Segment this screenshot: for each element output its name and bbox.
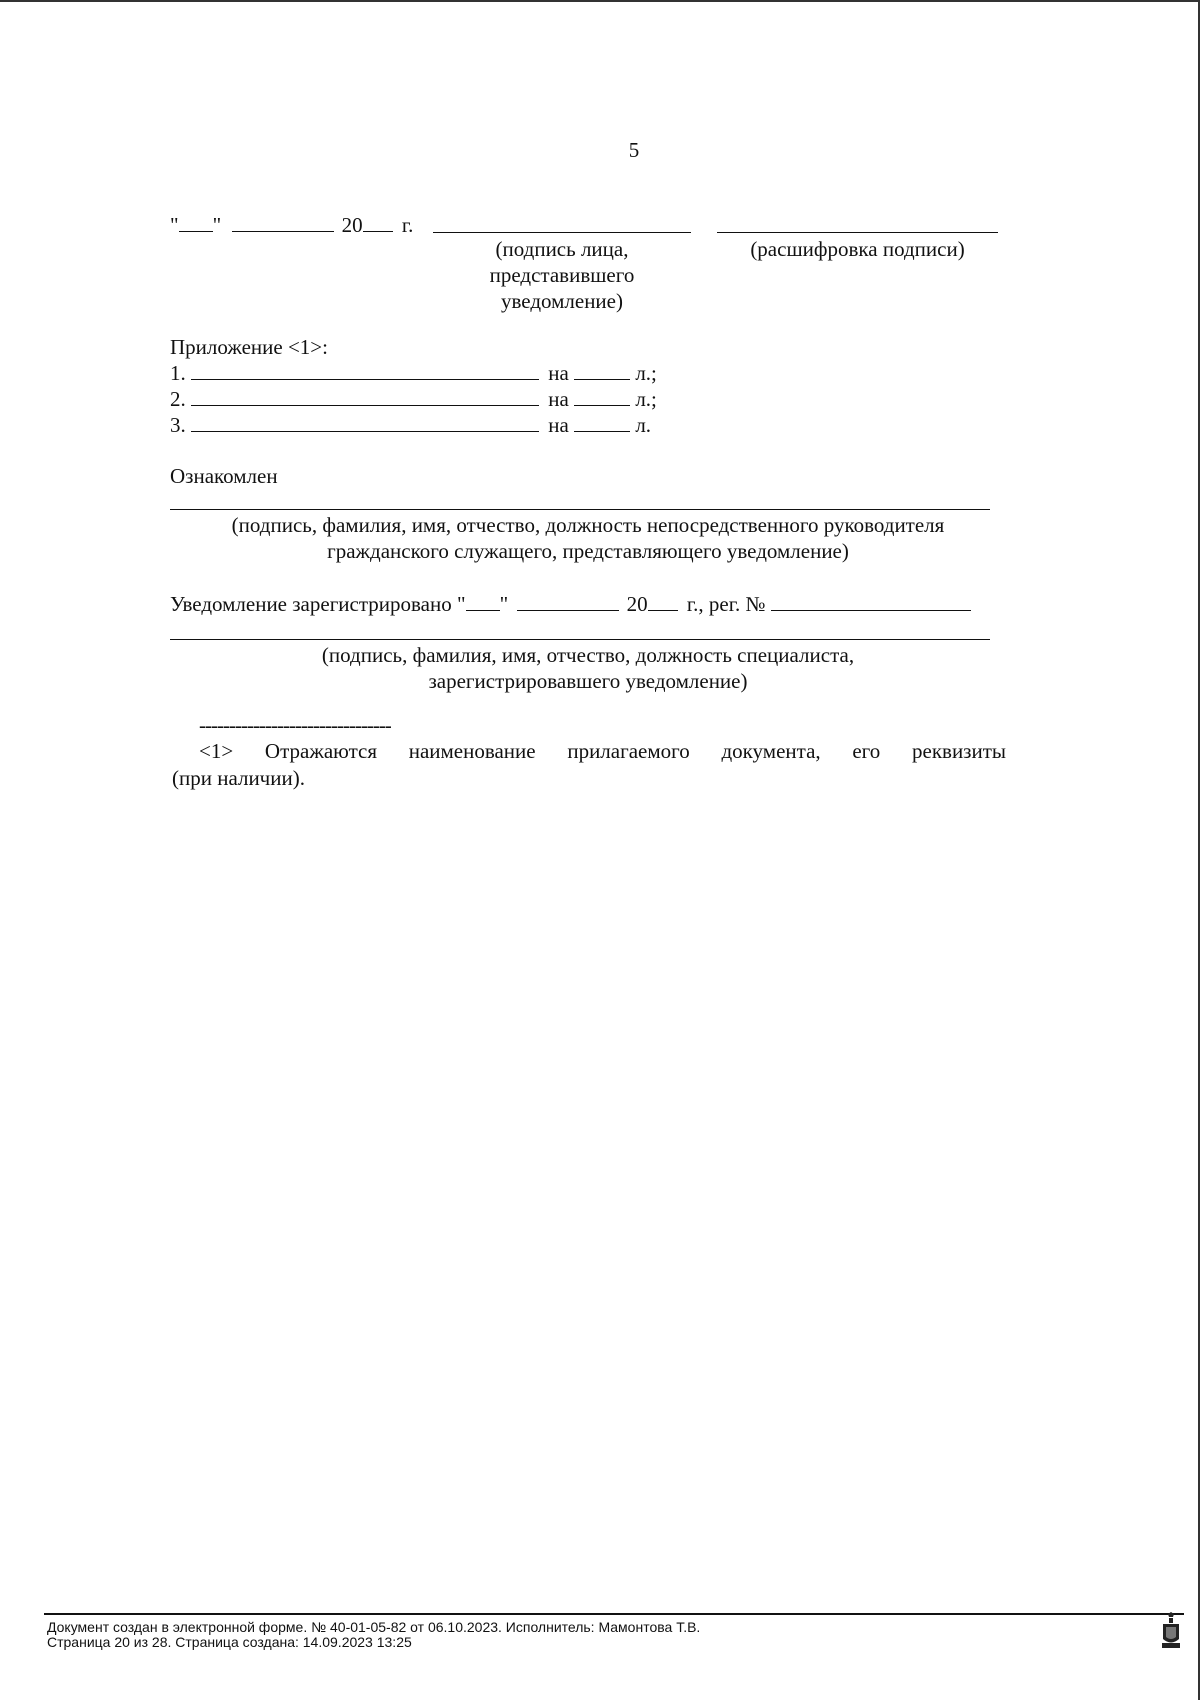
page-number: 5 [628,138,640,162]
reg-year-blank [648,592,678,611]
attachment-name-blank [191,361,539,380]
coat-of-arms-icon [1160,1612,1182,1650]
acquainted-line [170,509,990,510]
signature-decode-line [717,232,998,233]
attachment-item: 3. на л. [170,413,652,437]
footer-line-1: Документ создан в электронной форме. № 40-01-05-82 от 06.10.2023. Исполнитель: Мамонтова Т.В. [47,1619,701,1635]
footer-rule [44,1613,1184,1615]
attachment-sheets-blank [574,387,630,406]
day-blank [179,213,213,232]
attachment-item: 1. на л.; [170,361,657,385]
scan-edge-top [0,0,1200,2]
acquainted-caption: (подпись, фамилия, имя, отчество, должность непосредственного руководителя гражданского служащего, представляющего уведомление) [231,513,945,563]
acquainted-label: Ознакомлен [170,464,278,488]
attachment-sheets-blank [574,413,630,432]
footer-line-2: Страница 20 из 28. Страница создана: 14.09.2023 13:25 [47,1634,412,1650]
attachments-heading: Приложение <1>: [170,335,328,359]
footnote-separator: -------------------------------- [199,713,391,737]
month-blank [232,213,334,232]
reg-month-blank [517,592,619,611]
registration-caption: (подпись, фамилия, имя, отчество, должность специалиста, зарегистрировавшего уведомление) [321,643,855,693]
attachment-sheets-blank [574,361,630,380]
footnote-line-2: (при наличии). [172,766,305,790]
footnote-line-1: <1> Отражаются наименование прилагаемого документа, его реквизиты [199,739,1006,763]
signature-decode-caption: (расшифровка подписи) [750,237,965,261]
reg-day-blank [466,592,500,611]
signature-caption: (подпись лица, представившего уведомление) [489,237,635,313]
signature-line [433,232,691,233]
attachment-name-blank [191,413,539,432]
date-line: " " 20 г. [170,213,414,237]
registration-signature-line [170,639,990,640]
registration-line: Уведомление зарегистрировано " " 20 г., рег. № [170,591,971,617]
attachment-item: 2. на л.; [170,387,657,411]
year-blank [363,213,393,232]
attachment-name-blank [191,387,539,406]
reg-number-blank [771,592,971,611]
